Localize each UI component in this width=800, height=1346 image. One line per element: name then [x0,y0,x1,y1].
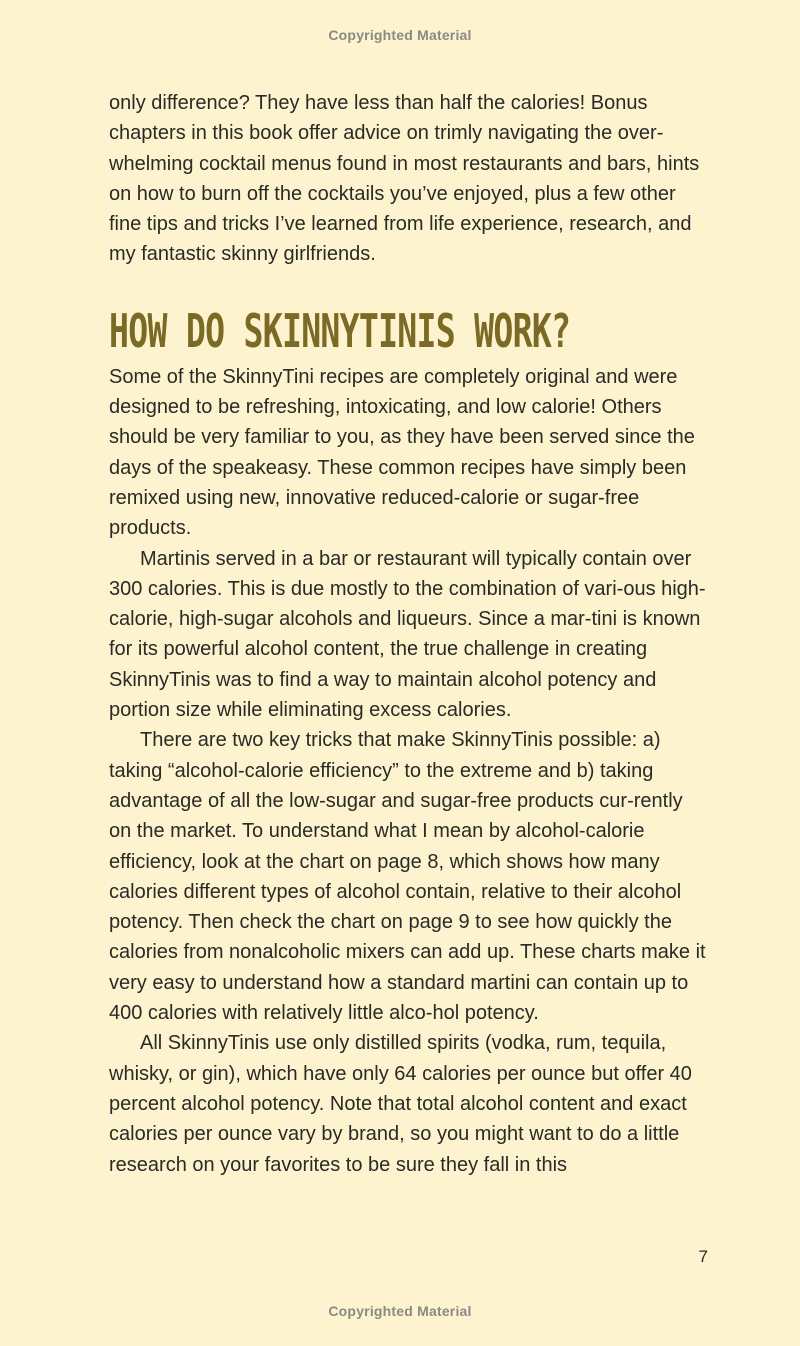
page-body [109,88,710,1180]
body-paragraph-1: Some of the SkinnyTini recipes are completely original and were designed to be refreshing, intoxicating, and low calorie! Others should be very familiar to you, as they have been served since the days of the speakeasy. These common recipes have simply been remixed using new, innovative reduced-calorie or sugar-free products. [109,365,695,540]
section-heading: HOW DO SKINNYTINIS WORK? [109,303,571,358]
body-paragraph-4: All SkinnyTinis use only distilled spirits (vodka, rum, tequila, whisky, or gin), which have only 64 calories per ounce but offer 40 percent alcohol potency. Note that total alcohol content and exact calories per ounce vary by brand, so you might want to do a little research on your favorites to be sure they fall in this [109,1032,692,1176]
page-number: 7 [698,1247,708,1266]
copyright-watermark-bottom: Copyrighted Material [328,1303,472,1319]
copyright-watermark-top: Copyrighted Material [328,27,472,43]
body-paragraph-3: There are two key tricks that make SkinnyTinis possible: a) taking “alcohol-calorie efficiency” to the extreme and b) taking advantage of all the low-sugar and sugar-free products cur-rently on the market. To understand what I mean by alcohol-calorie efficiency, look at the chart on page 8, which shows how many calories different types of alcohol contain, relative to their alcohol potency. Then check the chart on page 9 to see how quickly the calories from nonalcoholic mixers can add up. These charts make it very easy to understand how a standard martini can contain up to 400 calories with relatively little alco-hol potency. [109,729,706,1025]
body-paragraph-2: Martinis served in a bar or restaurant will typically contain over 300 calories. This is due mostly to the combination of vari-ous high-calorie, high-sugar alcohols and liqueurs. Since a mar-tini is known for its powerful alcohol content, the true challenge in creating SkinnyTinis was to find a way to maintain alcohol potency and portion size while eliminating excess calories. [109,547,706,722]
intro-paragraph: only difference? They have less than half the calories! Bonus chapters in this book offer advice on trimly navigating the over-whelming cocktail menus found in most restaurants and bars, hints on how to burn off the cocktails you’ve enjoyed, plus a few other fine tips and tricks I’ve learned from life experience, research, and my fantastic skinny girlfriends. [109,92,700,266]
